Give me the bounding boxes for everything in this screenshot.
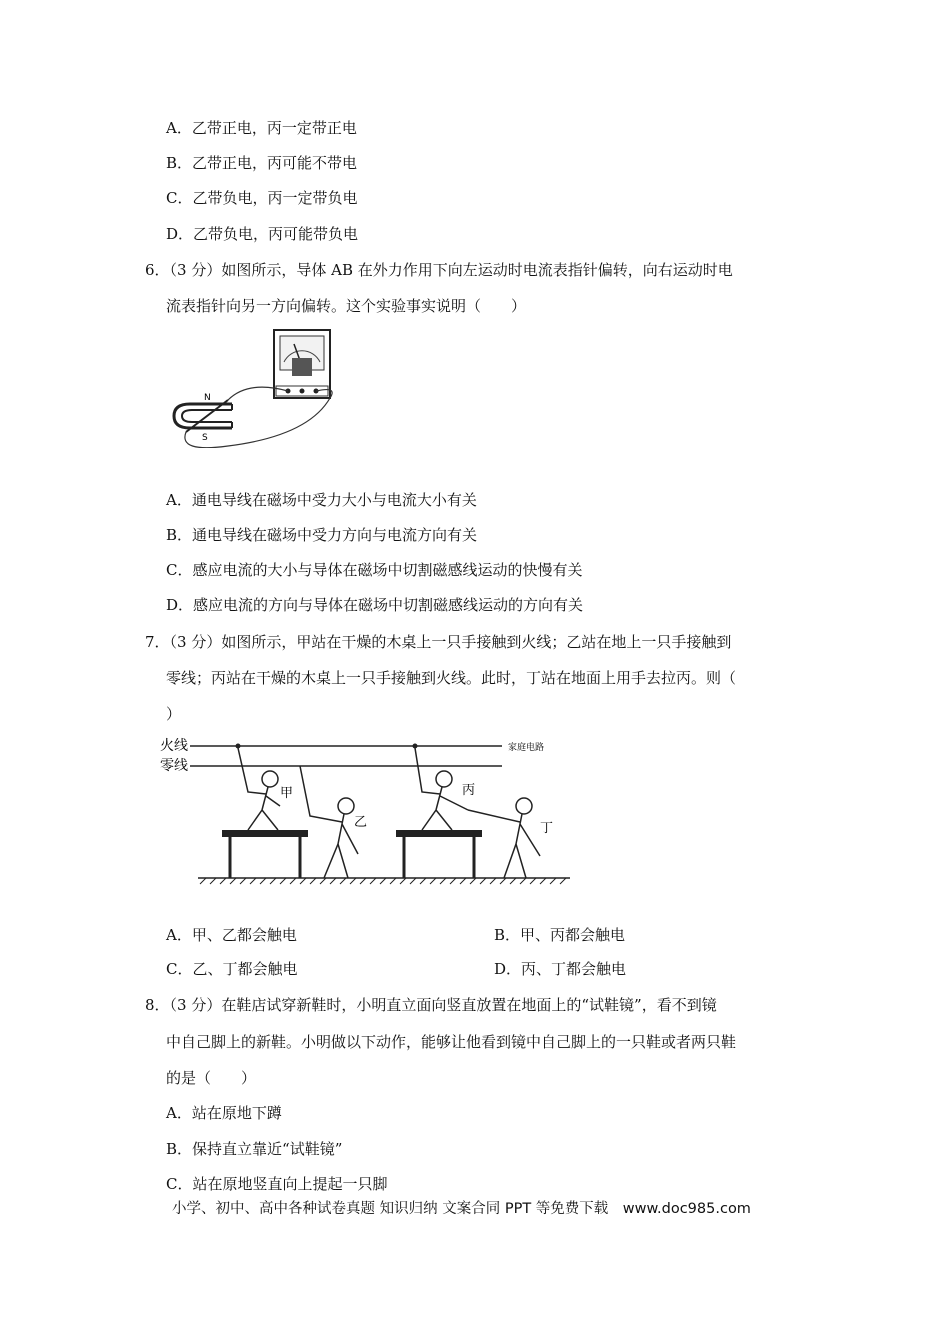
q6-stem-line1: 6．（3 分）如图所示，导体 AB 在外力作用下向左运动时电流表指针偏转，向右运动时电	[145, 261, 733, 279]
person-yi	[300, 766, 358, 878]
q6-option-d: D．感应电流的方向与导体在磁场中切割磁感线运动的方向有关	[166, 596, 584, 614]
q5-option-b: B．乙带正电，丙可能不带电	[166, 154, 358, 172]
q6-option-c: C．感应电流的大小与导体在磁场中切割磁感线运动的快慢有关	[166, 561, 583, 579]
q8-stem-line2: 中自己脚上的新鞋。小明做以下动作，能够让他看到镜中自己脚上的一只鞋或者两只鞋	[166, 1033, 737, 1051]
label-jia: 甲	[280, 786, 294, 801]
magnet-south-label: S	[202, 433, 208, 443]
household-circuit-label: 家庭电路	[508, 743, 545, 753]
q7-option-c: C．乙、丁都会触电	[166, 960, 298, 978]
q8-stem-line3: 的是（ ）	[166, 1069, 257, 1087]
q6-option-a: A．通电导线在磁场中受力大小与电流大小有关	[166, 491, 477, 509]
q6-induction-figure	[168, 328, 348, 448]
person-jia	[238, 748, 280, 830]
q7-stem-line3: ）	[166, 705, 182, 723]
person-ding	[468, 798, 540, 878]
label-yi: 乙	[354, 815, 368, 830]
wooden-table-1	[222, 830, 308, 837]
q5-option-a: A．乙带正电，丙一定带正电	[166, 119, 357, 137]
q7-stem-line2: 零线；丙站在干燥的木桌上一只手接触到火线。此时，丁站在地面上用手去拉丙。则（	[166, 669, 737, 687]
label-bing: 丙	[462, 783, 476, 798]
q7-circuit-figure	[160, 734, 580, 886]
q8-option-b: B．保持直立靠近“试鞋镜”	[166, 1140, 343, 1158]
q7-stem-line1: 7．（3 分）如图所示，甲站在干燥的木桌上一只手接触到火线；乙站在地上一只手接触到	[145, 633, 732, 651]
q8-stem-line1: 8．（3 分）在鞋店试穿新鞋时，小明直立面向竖直放置在地面上的“试鞋镜”，看不到镜	[145, 996, 717, 1014]
q7-option-b: B．甲、丙都会触电	[494, 926, 626, 944]
q7-option-a: A．甲、乙都会触电	[166, 926, 297, 944]
neutral-wire-label: 零线	[160, 758, 188, 774]
q8-option-a: A．站在原地下蹲	[166, 1104, 282, 1122]
person-bing	[415, 748, 468, 830]
q8-option-c: C．站在原地竖直向上提起一只脚	[166, 1175, 388, 1193]
magnet-north-label: N	[204, 393, 211, 403]
q5-option-c: C．乙带负电，丙一定带负电	[166, 189, 358, 207]
q7-option-d: D．丙、丁都会触电	[494, 960, 627, 978]
footer-banner: 小学、初中、高中各种试卷真题 知识归纳 文案合同 PPT 等免费下载 www.doc985.com	[172, 1201, 751, 1217]
q6-option-b: B．通电导线在磁场中受力方向与电流方向有关	[166, 526, 478, 544]
q5-option-d: D．乙带负电，丙可能带负电	[166, 225, 359, 243]
label-ding: 丁	[540, 821, 554, 836]
q6-stem-line2: 流表指针向另一方向偏转。这个实验事实说明（ ）	[166, 297, 527, 315]
wooden-table-2	[396, 830, 482, 837]
live-wire-label: 火线	[160, 738, 188, 754]
